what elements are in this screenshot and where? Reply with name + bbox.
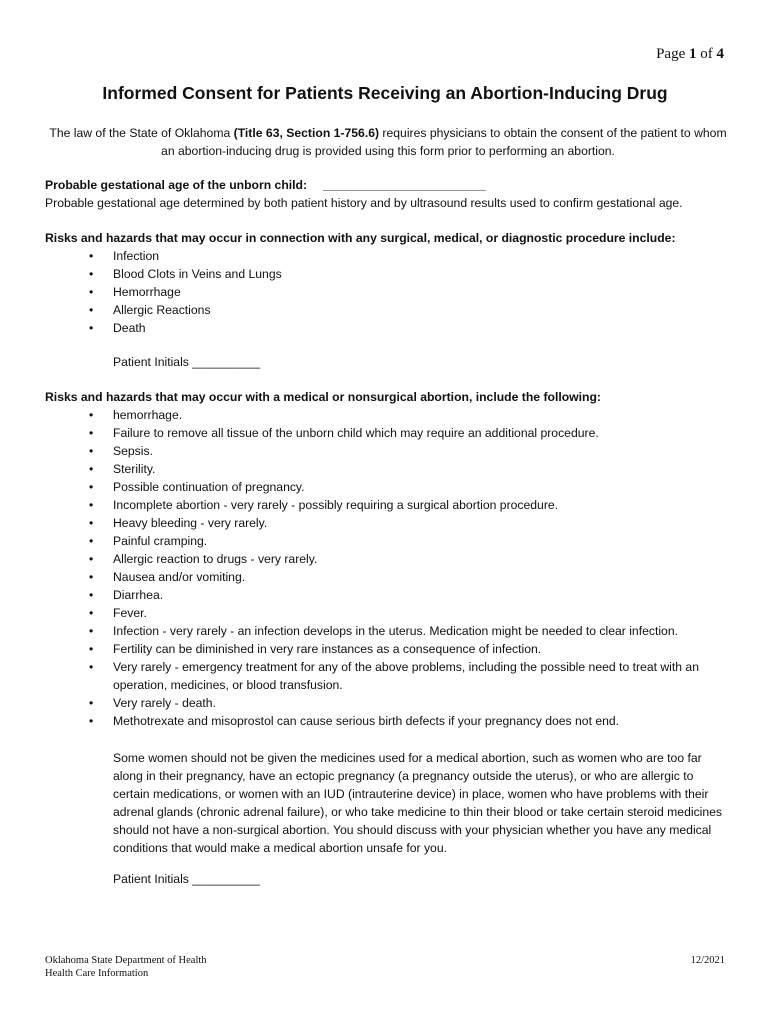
footer-organization: Oklahoma State Department of Health Health Care Information xyxy=(45,955,207,979)
abortion-risks-heading: Risks and hazards that may occur with a medical or nonsurgical abortion, include the following: xyxy=(45,390,601,404)
list-item: • Incomplete abortion - very rarely - possibly requiring a surgical abortion procedure. xyxy=(45,496,735,514)
contraindications-paragraph: Some women should not be given the medicines used for a medical abortion, such as women who are too far along in their pregnancy, have an ectopic pregnancy (a pregnancy outside the uterus), or who are allergic to certain medications, or women with an IUD (intrauterine device) in place, women who have problems with their adrenal glands (chronic adrenal failure), or who take medicine to thin their blood or take certain steroid medicines should not have a non-surgical abortion. You should discuss with your physician whether you have any medical conditions that would make a medical abortion unsafe for you. xyxy=(113,751,723,855)
document-title: Informed Consent for Patients Receiving an Abortion-Inducing Drug xyxy=(102,83,668,103)
gestational-age-line: Probable gestational age of the unborn child: ________________________ xyxy=(45,178,486,192)
procedure-risks-section xyxy=(45,229,735,337)
list-item: • Sepsis. xyxy=(45,442,735,460)
list-item: • Blood Clots in Veins and Lungs xyxy=(45,265,735,283)
intro-paragraph: The law of the State of Oklahoma (Title 63, Section 1-756.6) requires physicians to obtain the consent of the patient to whom an abortion-inducing drug is provided using this form prior to performing an abortion. xyxy=(49,126,727,158)
gestational-age-note: Probable gestational age determined by both patient history and by ultrasound results used to confirm gestational age. xyxy=(45,196,683,210)
list-item: • Very rarely - death. xyxy=(45,694,735,712)
page-number: Page 1 of 4 xyxy=(656,46,724,62)
gestational-age-section xyxy=(45,176,735,212)
abortion-risks-list xyxy=(45,406,735,730)
list-item: • Fertility can be diminished in very rare instances as a consequence of infection. xyxy=(45,640,735,658)
list-item: • Infection - very rarely - an infection develops in the uterus. Medication might be needed to clear infection. xyxy=(45,622,735,640)
list-item: • hemorrhage. xyxy=(45,406,735,424)
list-item: • Diarrhea. xyxy=(45,586,735,604)
list-item: • Death xyxy=(45,319,735,337)
list-item: • Allergic reaction to drugs - very rarely. xyxy=(45,550,735,568)
procedure-risks-heading: Risks and hazards that may occur in connection with any surgical, medical, or diagnostic procedure include: xyxy=(45,231,676,245)
list-item: • Very rarely - emergency treatment for any of the above problems, including the possible need to treat with an operation, medicines, or blood transfusion. xyxy=(45,658,735,694)
procedure-risks-list xyxy=(45,247,735,337)
list-item: • Hemorrhage xyxy=(45,283,735,301)
patient-initials-2[interactable]: Patient Initials __________ xyxy=(113,872,261,886)
list-item: • Allergic Reactions xyxy=(45,301,735,319)
patient-initials-1[interactable]: Patient Initials __________ xyxy=(113,355,261,369)
list-item: • Failure to remove all tissue of the unborn child which may require an additional procedure. xyxy=(45,424,735,442)
list-item: • Fever. xyxy=(45,604,735,622)
list-item: • Possible continuation of pregnancy. xyxy=(45,478,735,496)
list-item: • Sterility. xyxy=(45,460,735,478)
footer-date: 12/2021 xyxy=(690,955,725,966)
list-item: • Painful cramping. xyxy=(45,532,735,550)
list-item: • Heavy bleeding - very rarely. xyxy=(45,514,735,532)
list-item: • Infection xyxy=(45,247,735,265)
list-item: • Methotrexate and misoprostol can cause serious birth defects if your pregnancy does not end. xyxy=(45,712,735,730)
list-item: • Nausea and/or vomiting. xyxy=(45,568,735,586)
gestational-age-blank[interactable]: ________________________ xyxy=(323,178,486,192)
abortion-risks-section xyxy=(45,388,735,730)
